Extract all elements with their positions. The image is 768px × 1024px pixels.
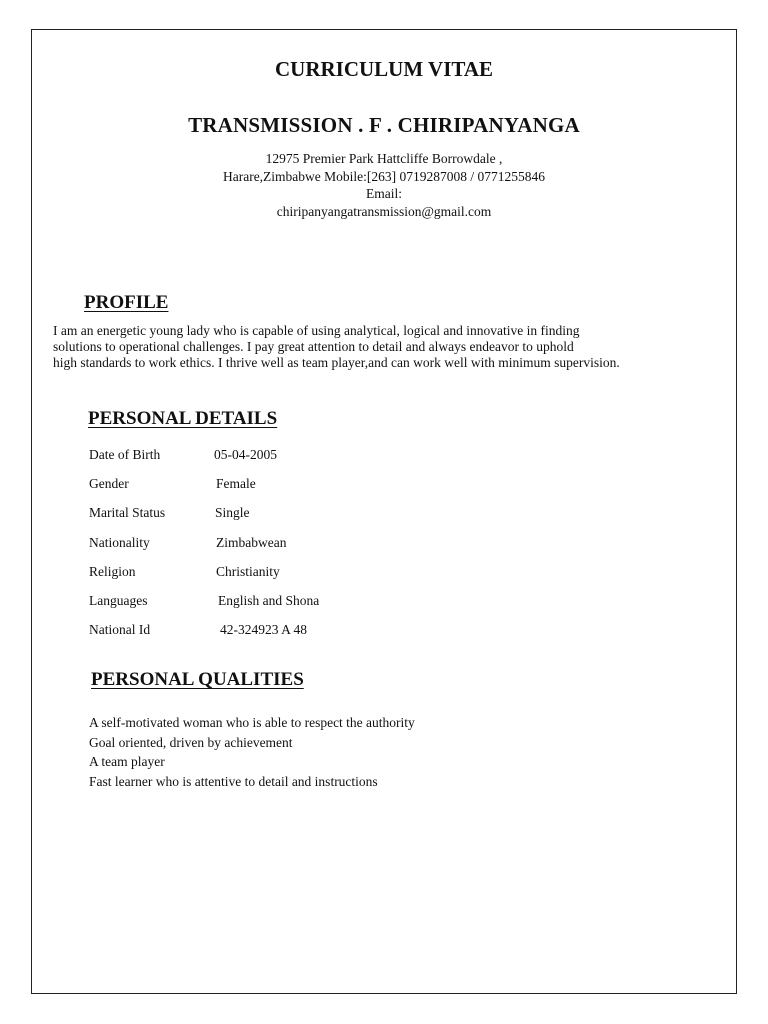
profile-heading: PROFILE <box>84 292 169 313</box>
address-line: 12975 Premier Park Hattcliffe Borrowdale , <box>265 151 503 166</box>
detail-value: Female <box>216 476 256 492</box>
detail-label: Languages <box>89 592 148 608</box>
detail-label: Gender <box>89 476 129 492</box>
profile-line: I am an energetic young lady who is capable of using analytical, logical and innovative in finding <box>53 323 580 338</box>
detail-value: Zimbabwean <box>216 534 287 550</box>
city-mobile-line: Harare,Zimbabwe Mobile:[263] 0719287008 / 0771255846 <box>222 168 546 184</box>
contact-block <box>0 150 768 220</box>
document-title: CURRICULUM VITAE <box>275 57 493 81</box>
email-label: Email: <box>366 186 402 201</box>
personal-qualities-heading: PERSONAL QUALITIES <box>91 669 304 690</box>
detail-label: Religion <box>89 563 136 579</box>
detail-label: Nationality <box>89 534 150 550</box>
detail-value: Christianity <box>216 563 280 579</box>
detail-value: English and Shona <box>218 592 320 608</box>
profile-text <box>53 323 733 371</box>
detail-label: National Id <box>89 622 151 638</box>
detail-label: Marital Status <box>89 505 166 521</box>
quality-item: A team player <box>89 754 165 769</box>
quality-item: A self-motivated woman who is able to respect the authority <box>89 715 415 730</box>
candidate-name: TRANSMISSION . F . CHIRIPANYANGA <box>188 113 580 137</box>
quality-item: Fast learner who is attentive to detail and instructions <box>89 773 378 789</box>
detail-value: Single <box>215 505 250 521</box>
personal-details-heading: PERSONAL DETAILS <box>88 408 278 429</box>
personal-qualities-list <box>89 713 415 791</box>
profile-line: high standards to work ethics. I thrive well as team player,and can work well with minimum supervision. <box>53 355 620 370</box>
detail-label: Date of Birth <box>89 447 161 462</box>
email-address: chiripanyangatransmission@gmail.com <box>276 203 492 219</box>
detail-value: 42-324923 A 48 <box>220 622 308 638</box>
detail-value: 05-04-2005 <box>214 447 277 462</box>
quality-item: Goal oriented, driven by achievement <box>89 734 293 750</box>
profile-line: solutions to operational challenges. I pay great attention to detail and always endeavor to uphold <box>53 339 574 354</box>
